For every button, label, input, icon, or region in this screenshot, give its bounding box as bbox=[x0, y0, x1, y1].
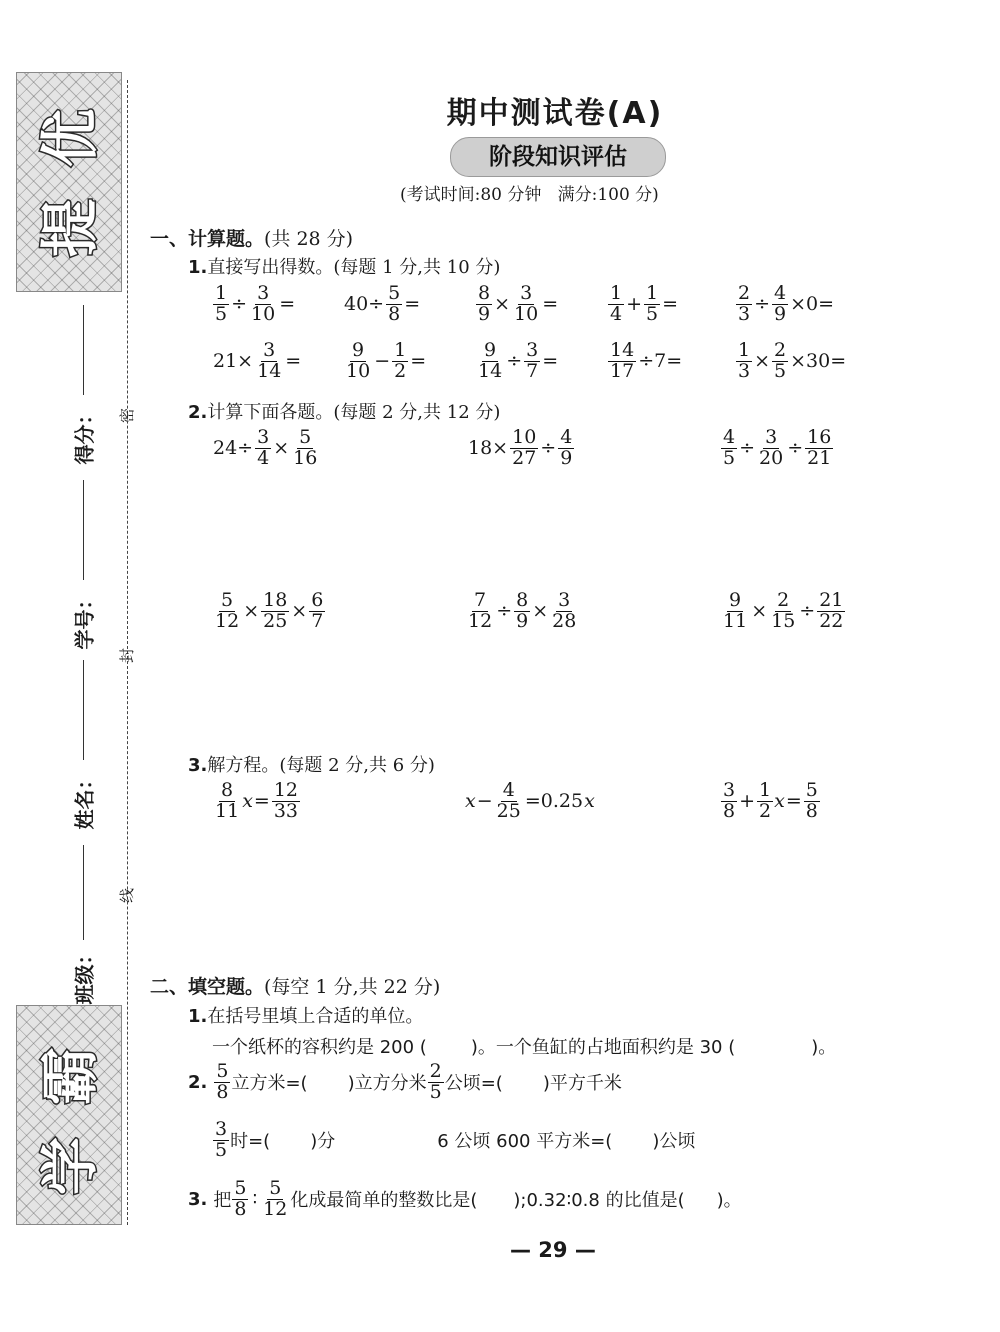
student-id-label: 学号： bbox=[72, 589, 97, 650]
s1-q1-item-1: $\frac{1}{5}$ ÷ $\frac{3}{10}$ = bbox=[215, 282, 296, 325]
s1-q2-header: 2.计算下面各题。(每题 2 分,共 12 分) bbox=[188, 402, 501, 423]
s1-q1-item-10: $\frac{1}{3}$ × $\frac{2}{5}$ ×30= bbox=[738, 339, 847, 382]
s1-q1-item-4: $\frac{1}{4}$ + $\frac{1}{5}$ = bbox=[610, 282, 679, 325]
s1-q3-points: (每题 2 分,共 6 分) bbox=[279, 755, 435, 776]
s1-q1-item-9: $\frac{14}{17}$ ÷7= bbox=[610, 339, 683, 382]
seal-char-feng: 封 bbox=[118, 647, 137, 664]
s1-q2-item-2: 18× $\frac{10}{27}$ ÷ $\frac{4}{9}$ bbox=[468, 426, 573, 469]
s1-q1-item-2: 40÷ $\frac{5}{8}$ = bbox=[344, 282, 421, 325]
class-line bbox=[83, 845, 84, 940]
s1-q2-item-5: $\frac{7}{12}$ ÷ $\frac{8}{9}$ × $\frac{3}{28}$ bbox=[468, 589, 577, 632]
s1-q3-item-3: $\frac{3}{8}$ + $\frac{1}{2}$ x = $\frac{5}{8}$ bbox=[723, 779, 818, 822]
section1-points: (共 28 分) bbox=[264, 228, 354, 250]
s1-q1-item-7: $\frac{9}{10}$ − $\frac{1}{2}$ = bbox=[346, 339, 427, 382]
s1-q2-text: 计算下面各题。 bbox=[207, 402, 334, 423]
s1-q1-item-8: $\frac{9}{14}$ ÷ $\frac{3}{7}$ = bbox=[478, 339, 559, 382]
s1-q3-header: 3.解方程。(每题 2 分,共 6 分) bbox=[188, 755, 435, 776]
s1-q2-item-3: $\frac{4}{5}$ ÷ $\frac{3}{20}$ ÷ $\frac{16}{21}$ bbox=[723, 426, 832, 469]
s1-q1-header: 1.直接写出得数。(每题 1 分,共 10 分) bbox=[188, 257, 501, 278]
exam-info: (考试时间:80 分钟 满分:100 分) bbox=[400, 185, 659, 205]
badge-top-char-0: 提 bbox=[36, 199, 104, 258]
s2-q2-line2: $\frac{3}{5}$ 时=( )分 6 公顷 600 平方米=( )公顷 bbox=[215, 1118, 696, 1161]
s1-q1-item-3: $\frac{8}{9}$ × $\frac{3}{10}$ = bbox=[478, 282, 559, 325]
page-title: 期中测试卷(A) bbox=[446, 96, 664, 131]
s1-q1-item-6: 21× $\frac{3}{14}$ = bbox=[213, 339, 302, 382]
banner: 阶段知识评估 bbox=[450, 137, 666, 177]
section2-title: 二、填空题。 bbox=[150, 976, 265, 998]
s2-q1-line: 一个纸杯的容积约是 200 ( )。一个鱼缸的占地面积约是 30 ( )。 bbox=[212, 1037, 837, 1058]
s1-q3-item-2: x − $\frac{4}{25}$ =0.25 x bbox=[465, 779, 595, 822]
seal-char-mi: 密 bbox=[118, 407, 137, 424]
section2-heading bbox=[150, 972, 440, 999]
badge-bottom-char-0: 学 bbox=[36, 1137, 104, 1196]
score-label: 得分： bbox=[72, 404, 97, 465]
score-line bbox=[83, 305, 84, 395]
name-label: 姓名： bbox=[72, 769, 97, 830]
s1-q1-text: 直接写出得数。 bbox=[207, 257, 334, 278]
badge-bottom-char-1: 霸 bbox=[36, 1047, 104, 1106]
student-id-line bbox=[83, 480, 84, 580]
s1-q1-item-5: $\frac{2}{3}$ ÷ $\frac{4}{9}$ ×0= bbox=[738, 282, 835, 325]
class-label: 班级： bbox=[72, 944, 97, 1005]
badge-bottom bbox=[16, 1005, 122, 1225]
page-number: — 29 — bbox=[510, 1238, 596, 1262]
s2-q1-header: 1.在括号里填上合适的单位。 bbox=[188, 1006, 424, 1027]
section1-title: 一、计算题。 bbox=[150, 228, 265, 250]
name-line bbox=[83, 660, 84, 760]
s2-q3-line: 3. 把 $\frac{5}{8}$ ∶ $\frac{5}{12}$ 化成最简单的整数比是( );0.32∶0.8 的比值是( )。 bbox=[188, 1177, 742, 1220]
s1-q1-points: (每题 1 分,共 10 分) bbox=[333, 257, 501, 278]
section1-heading bbox=[150, 224, 353, 251]
s1-q2-item-4: $\frac{5}{12}$ × $\frac{18}{25}$ × $\frac{6}{7}$ bbox=[215, 589, 324, 632]
badge-top-char-1: 优 bbox=[36, 109, 104, 168]
s2-q1-text: 在括号里填上合适的单位。 bbox=[207, 1006, 424, 1027]
s2-q2-line1: 2. $\frac{5}{8}$ 立方米=( )立方分米 $\frac{2}{5}$ 公顷=( )平方千米 bbox=[188, 1060, 622, 1103]
s1-q3-item-1: $\frac{8}{11}$ x = $\frac{12}{33}$ bbox=[215, 779, 299, 822]
s1-q2-points: (每题 2 分,共 12 分) bbox=[333, 402, 501, 423]
section2-points: (每空 1 分,共 22 分) bbox=[264, 976, 441, 998]
s1-q3-text: 解方程。 bbox=[207, 755, 280, 776]
s1-q2-item-6: $\frac{9}{11}$ × $\frac{2}{15}$ ÷ $\frac{21}{22}$ bbox=[723, 589, 844, 632]
seal-char-xian: 线 bbox=[118, 887, 137, 904]
s1-q2-item-1: 24÷ $\frac{3}{4}$ × $\frac{5}{16}$ bbox=[213, 426, 318, 469]
